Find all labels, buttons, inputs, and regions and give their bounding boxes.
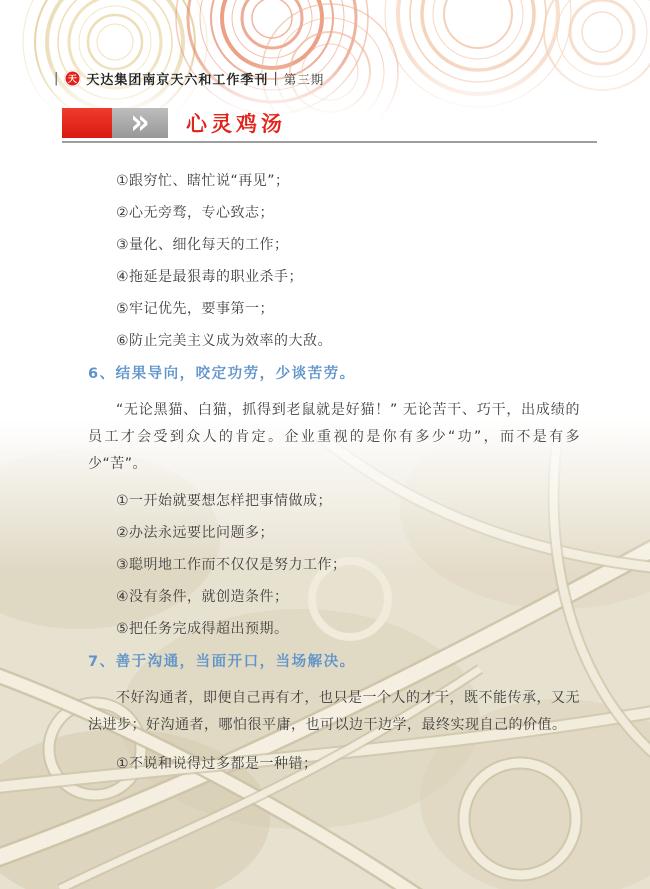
decorative-circles-band xyxy=(0,0,650,120)
list-item: ④没有条件，就创造条件； xyxy=(116,589,289,605)
list-item: ③量化、细化每天的工作； xyxy=(116,237,289,253)
section-6-paragraph: “无论黑猫、白猫，抓得到老鼠就是好猫！” 无论苦干、巧干，出成绩的员工才会受到众人的肯定。企业重视的是你有多少“功”，而不是有多少“苦”。 xyxy=(88,402,580,472)
list-item: ②心无旁骛，专心致志； xyxy=(116,205,275,221)
article-body xyxy=(88,170,580,785)
list-item: ①不说和说得过多都是一种错； xyxy=(116,756,318,772)
separator-bar: | xyxy=(273,71,279,86)
list-item: ①跟穷忙、瞎忙说“再见”； xyxy=(116,173,290,189)
section-7-heading: 7、善于沟通，当面开口，当场解决。 xyxy=(88,654,356,670)
separator-bar: | xyxy=(54,71,60,86)
banner-chevron-block xyxy=(112,102,168,143)
masthead xyxy=(54,69,324,88)
list-item: ⑥防止完美主义成为效率的大敌。 xyxy=(116,333,333,349)
list-item: ④拖延是最狠毒的职业杀手； xyxy=(116,269,304,285)
list-item: ⑤牢记优先，要事第一； xyxy=(116,301,275,317)
double-chevron-icon: » xyxy=(130,102,150,143)
section-banner xyxy=(62,102,597,143)
banner-red-block xyxy=(62,108,112,138)
section-title: 心灵鸡汤 xyxy=(186,112,286,136)
list-item: ①一开始就要想怎样把事情做成； xyxy=(116,493,333,509)
list-item: ③聪明地工作而不仅仅是努力工作； xyxy=(116,557,347,573)
publication-title: 天达集团南京天六和工作季刊 xyxy=(86,73,269,88)
list-item: ⑤把任务完成得超出预期。 xyxy=(116,621,289,637)
list-item: ②办法永远要比问题多； xyxy=(116,525,275,541)
section-7-paragraph: 不好沟通者，即便自己再有才，也只是一个人的才干，既不能传承，又无法进步；好沟通者，哪怕很平庸，也可以边干边学，最终实现自己的价值。 xyxy=(88,690,580,733)
company-logo-icon: 天 xyxy=(64,70,81,87)
section-6-heading: 6、结果导向，咬定功劳，少谈苦劳。 xyxy=(88,366,356,382)
issue-number: 第三期 xyxy=(283,71,325,87)
